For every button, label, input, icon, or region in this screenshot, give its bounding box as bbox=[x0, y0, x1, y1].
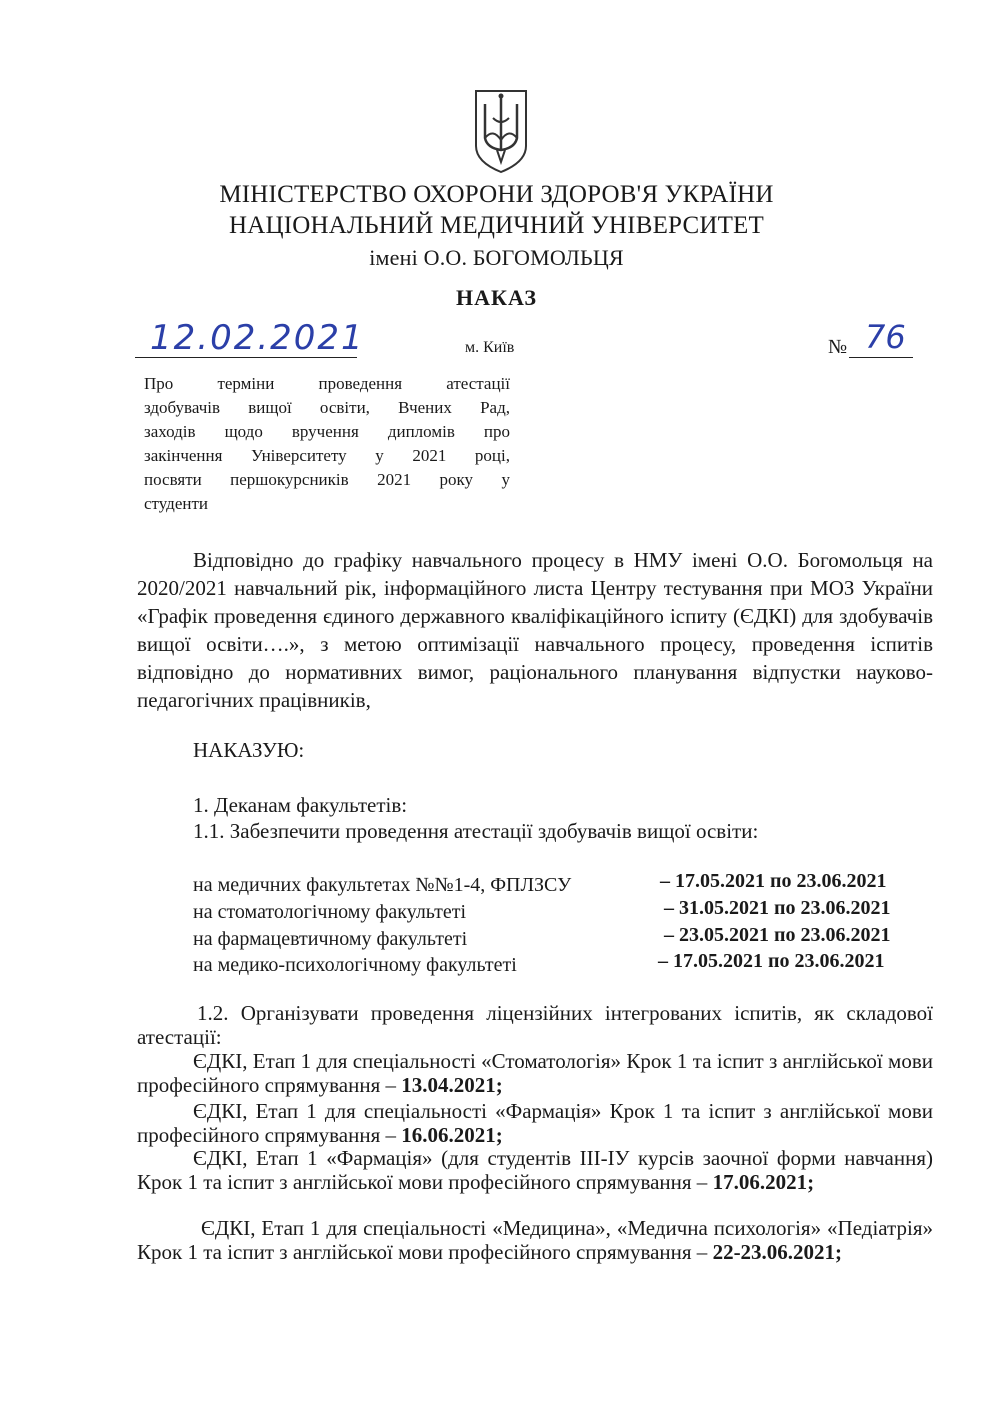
exam-description: ЄДКІ, Етап 1 для спеціальності «Стоматологія» Крок 1 та іспит з англійської мови професійного спрямування – bbox=[137, 1049, 933, 1097]
order-title: НАКАЗ bbox=[456, 285, 537, 310]
subject-line: здобувачів вищої освіти, Вчених Рад, bbox=[144, 398, 510, 417]
item-1-1: 1.1. Забезпечити проведення атестації здобувачів вищої освіти: bbox=[193, 819, 759, 843]
university-name: НАЦІОНАЛЬНИЙ МЕДИЧНИЙ УНІВЕРСИТЕТ bbox=[228, 212, 765, 239]
faculty-name: на фармацевтичному факультеті bbox=[193, 928, 468, 950]
faculty-period: – 17.05.2021 по 23.06.2021 bbox=[658, 950, 885, 972]
exam-item bbox=[137, 1216, 933, 1264]
exam-date: 17.06.2021; bbox=[712, 1170, 815, 1194]
faculty-name: на медичних факультетах №№1-4, ФПЛЗСУ bbox=[193, 874, 572, 896]
exam-date: 13.04.2021; bbox=[401, 1073, 503, 1097]
order-word: НАКАЗУЮ: bbox=[193, 738, 305, 762]
faculty-period: – 17.05.2021 по 23.06.2021 bbox=[660, 870, 887, 892]
ministry-name: МІНІСТЕРСТВО ОХОРОНИ ЗДОРОВ'Я УКРАЇНИ bbox=[219, 181, 774, 208]
order-subject bbox=[144, 372, 510, 516]
subject-line: Про терміни проведення атестації bbox=[144, 374, 510, 393]
number-underline bbox=[849, 357, 913, 358]
exam-description: ЄДКІ, Етап 1 «Фармація» (для студентів ІІІ-ІУ курсів заочної форми навчання) Крок 1 та іспит з англійської мови професійного спрямування – bbox=[137, 1146, 933, 1194]
faculty-name: на медико-психологічному факультеті bbox=[193, 954, 517, 976]
subject-line: закінчення Університету у 2021 році, bbox=[144, 446, 510, 465]
date-underline bbox=[135, 357, 357, 358]
subject-line: заходів щодо вручення дипломів про bbox=[144, 422, 510, 441]
exam-description: ЄДКІ, Етап 1 для спеціальності «Фармація» Крок 1 та іспит з англійської мови професійного спрямування – bbox=[137, 1099, 933, 1147]
exam-date: 16.06.2021; bbox=[401, 1123, 503, 1147]
subject-line: посвяти першокурсників 2021 року у bbox=[144, 470, 510, 489]
order-number-handwritten: 76 bbox=[865, 318, 906, 356]
university-named-after: імені О.О. БОГОМОЛЬЦЯ bbox=[369, 245, 624, 270]
faculty-name: на стоматологічному факультеті bbox=[193, 901, 467, 923]
order-city: м. Київ bbox=[465, 339, 515, 356]
exam-item bbox=[137, 1099, 933, 1147]
order-date-handwritten: 12.02.2021 bbox=[150, 318, 365, 358]
exam-item bbox=[137, 1049, 933, 1097]
faculty-period: – 23.05.2021 по 23.06.2021 bbox=[664, 924, 891, 946]
exam-date: 22-23.06.2021; bbox=[712, 1240, 843, 1264]
exam-item bbox=[137, 1146, 933, 1194]
subject-line: студенти bbox=[144, 494, 208, 513]
exam-description: ЄДКІ, Етап 1 для спеціальності «Медицина», «Медична психологія» «Педіатрія» Крок 1 та іспит з англійської мови професійного спрямування – bbox=[137, 1216, 933, 1264]
item-1-2: 1.2. Організувати проведення ліцензійних інтегрованих іспитів, як складової атестації: bbox=[137, 1001, 933, 1049]
order-number-label: № bbox=[828, 336, 848, 358]
ukraine-trident-emblem bbox=[473, 88, 529, 174]
preamble-paragraph: Відповідно до графіку навчального процесу в НМУ імені О.О. Богомольця на 2020/2021 навчальний рік, інформаційного листа Центру тестування при МОЗ України «Графік проведення єдиного державного кваліфікаційного іспиту (ЄДКІ) для здобувачів вищої освіти….», з метою оптимізації навчального процесу, проведення іспитів відповідно до нормативних вимог, раціонального планування відпустки науково-педагогічних працівників, bbox=[137, 548, 933, 712]
item-1: 1. Деканам факультетів: bbox=[193, 793, 408, 817]
faculty-period: – 31.05.2021 по 23.06.2021 bbox=[664, 897, 891, 919]
